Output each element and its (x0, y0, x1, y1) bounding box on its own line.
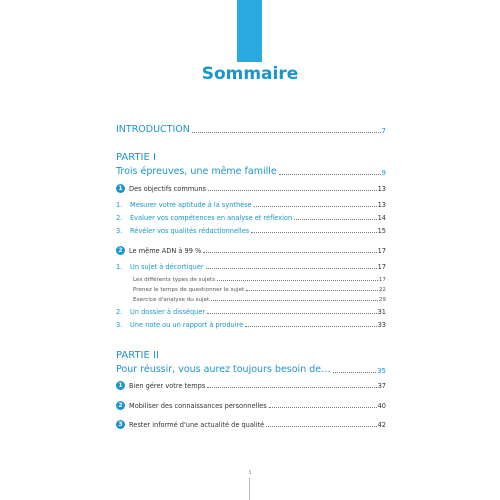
header-tab (237, 0, 262, 62)
dot-leader (207, 387, 376, 388)
number-badge-icon: 2 (116, 401, 125, 410)
toc-label: Mesurer votre aptitude à la synthèse (130, 201, 252, 209)
number-badge-icon: 1 (116, 381, 125, 390)
footer-divider (249, 478, 250, 500)
toc-entry-section-2-2[interactable] (116, 401, 386, 410)
item-number: 1. (116, 263, 123, 271)
toc-page: 7 (381, 127, 386, 135)
dot-leader (208, 190, 377, 191)
toc-entry-item[interactable] (116, 227, 386, 235)
dot-leader (192, 132, 381, 133)
toc-label: Évaluer vos compétences en analyse et réflexion (130, 214, 293, 222)
dot-leader (251, 232, 376, 233)
toc-page: 17 (377, 263, 386, 271)
toc-label: INTRODUCTION (116, 124, 190, 135)
dot-leader (279, 174, 381, 175)
page-title: Sommaire (201, 64, 299, 84)
toc-label: Les différents types de sujets (133, 277, 216, 283)
toc-page: 14 (377, 214, 386, 222)
toc-label: Rester informé d'une actualité de qualité (129, 421, 265, 429)
dot-leader (203, 252, 376, 253)
toc-label: Prenez le temps de questionner le sujet (133, 287, 245, 293)
dot-leader (206, 268, 377, 269)
toc-entry-part-2[interactable] (116, 364, 386, 375)
part-2-label: PARTIE II (116, 350, 159, 361)
toc-page: 42 (377, 421, 386, 429)
number-badge-icon: 1 (116, 184, 125, 193)
toc-entry-section-2-1[interactable] (116, 381, 386, 390)
toc-page: 31 (377, 308, 386, 316)
dot-leader (246, 290, 378, 291)
page-number: 5 (248, 470, 252, 475)
toc-subentry[interactable] (116, 277, 386, 283)
toc-label: Révéler vos qualités rédactionnelles (130, 227, 250, 235)
toc-page: 13 (377, 185, 386, 193)
dot-leader (266, 426, 376, 427)
toc-page: 13 (377, 201, 386, 209)
item-number: 1. (116, 201, 123, 209)
dot-leader (245, 326, 376, 327)
number-badge-icon: 3 (116, 420, 125, 429)
item-number: 3. (116, 321, 123, 329)
toc-page: 17 (378, 277, 386, 283)
dot-leader (217, 280, 378, 281)
toc-entry-item[interactable] (116, 263, 386, 271)
toc-page: 22 (378, 287, 386, 293)
toc-entry-item[interactable] (116, 201, 386, 209)
toc-entry-introduction[interactable] (116, 124, 386, 135)
toc-label: Mobiliser des connaissances personnelles (129, 402, 267, 410)
toc-label: Pour réussir, vous aurez toujours besoin de… (116, 364, 331, 375)
toc-page: 17 (377, 247, 386, 255)
toc-label: Un dossier à disséquer (130, 308, 206, 316)
toc-subentry[interactable] (116, 297, 386, 303)
toc-label: Des objectifs communs (129, 185, 206, 193)
toc-entry-section-1-1[interactable] (116, 184, 386, 193)
toc-entry-part-1[interactable] (116, 166, 386, 177)
toc-label: Bien gérer votre temps (129, 382, 206, 390)
toc-page: 29 (378, 297, 386, 303)
dot-leader (333, 372, 376, 373)
toc-label: Le même ADN à 99 % (129, 247, 202, 255)
toc-page: 15 (377, 227, 386, 235)
item-number: 3. (116, 227, 123, 235)
toc-entry-section-1-2[interactable] (116, 246, 386, 255)
number-badge-icon: 2 (116, 246, 125, 255)
toc-subentry[interactable] (116, 287, 386, 293)
toc-page: 37 (377, 382, 386, 390)
toc-page: 40 (377, 402, 386, 410)
toc-page: 33 (377, 321, 386, 329)
dot-leader (269, 407, 377, 408)
toc-page: 35 (377, 367, 386, 375)
toc-entry-item[interactable] (116, 308, 386, 316)
dot-leader (254, 206, 377, 207)
toc-label: Une note ou un rapport à produire (130, 321, 244, 329)
toc-entry-item[interactable] (116, 214, 386, 222)
dot-leader (207, 313, 377, 314)
dot-leader (294, 219, 376, 220)
toc-label: Trois épreuves, une même famille (116, 166, 277, 177)
toc-entry-section-2-3[interactable] (116, 420, 386, 429)
toc-label: Exercice d'analyse du sujet (133, 297, 210, 303)
toc-entry-item[interactable] (116, 321, 386, 329)
item-number: 2. (116, 214, 123, 222)
toc-page: 9 (381, 169, 386, 177)
part-1-label: PARTIE I (116, 152, 156, 163)
item-number: 2. (116, 308, 123, 316)
dot-leader (211, 300, 378, 301)
toc-label: Un sujet à décortiquer (130, 263, 204, 271)
